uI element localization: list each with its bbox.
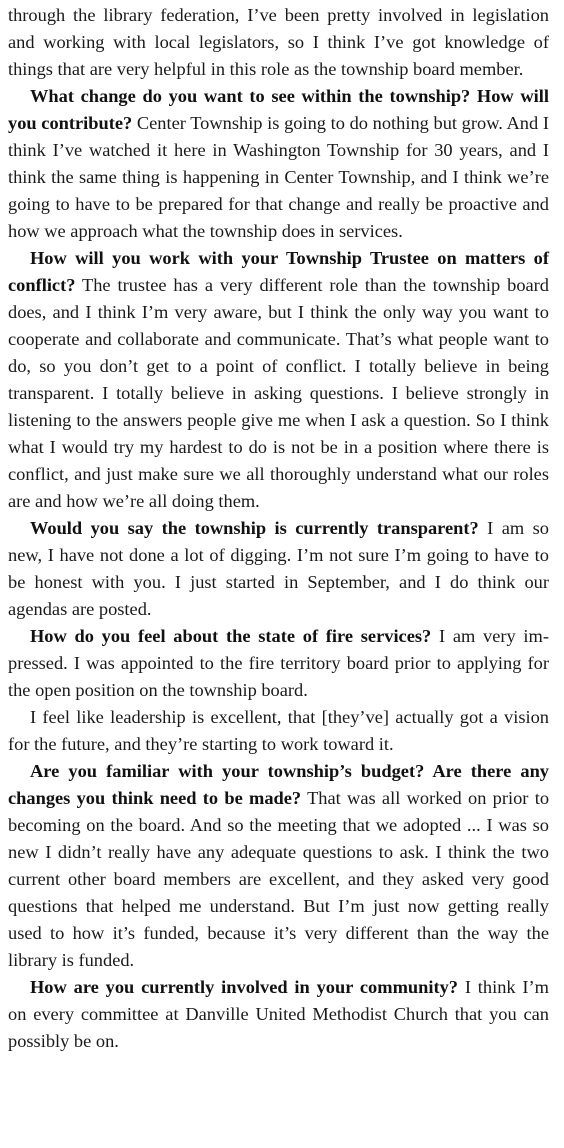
answer-text: I think I’m on every committee at Danville United Methodist Church that you can possibly be on. — [8, 977, 549, 1051]
paragraph-qa-fire — [8, 623, 549, 704]
question-text: Would you say the township is currently transparent? — [30, 518, 479, 538]
question-text: How will you work with your Township Trustee on matters of conflict? — [8, 248, 549, 295]
paragraph-qa-change — [8, 83, 549, 245]
paragraph-leadership — [8, 704, 549, 758]
paragraph-qa-conflict — [8, 245, 549, 515]
question-text: How do you feel about the state of fire services? — [30, 626, 432, 646]
paragraph-intro — [8, 2, 549, 83]
question-text: How are you currently involved in your community? — [30, 977, 458, 997]
question-text: What change do you want to see within the township? How will you contribute? — [8, 86, 549, 133]
answer-text: The trustee has a very different role than the township board does, and I think I’m very aware, but I think the only way you want to cooperate and collaborate and communicate. That’s what people want to do, so you don’t get to a point of conflict. I totally believe in being transparent. I totally believe in asking questions. I believe strongly in listening to the answers people give me when I ask a question. So I think what I would try my hardest to do is not be in a position where there is conflict, and just make sure we all thoroughly understand what our roles are and how we’re all doing them. — [8, 275, 550, 511]
paragraph-qa-transparent — [8, 515, 549, 623]
answer-text: I am so new, I have not done a lot of digging. I’m not sure I’m going to have to be honest with you. I just started in September, and I do think our agendas are posted. — [8, 518, 549, 619]
paragraph-qa-community — [8, 974, 549, 1055]
answer-text: through the library federation, I’ve been pretty involved in legislation and working with local legislators, so I think I’ve got knowledge of things that are very helpful in this role as the township board member. — [8, 5, 549, 79]
answer-text: Center Township is going to do nothing but grow. And I think I’ve watched it here in Washington Township for 30 years, and I think the same thing is happening in Center Township, and I think we’re going to have to be prepared for that change and really be proactive and how we approach what the township does in services. — [8, 113, 549, 241]
answer-text: That was all worked on prior to becoming on the board. And so the meeting that we adopted ... I was so new I didn’t really have any adequate questions to ask. I think the two current other board members are excellent, and they asked very good questions that helped me understand. But I’m just now getting really used to how it’s funded, because it’s very different than the way the library is funded. — [8, 788, 550, 970]
question-text: Are you familiar with your township’s budget? Are there any changes you think need to be made? — [8, 761, 549, 808]
answer-text: I feel like leadership is excellent, that [they’ve] actually got a vision for the future, and they’re starting to work toward it. — [8, 707, 549, 754]
paragraph-qa-budget — [8, 758, 549, 974]
answer-text: I am very impressed. I was appointed to the fire territory board prior to applying for the open position on the township board. — [8, 626, 549, 700]
